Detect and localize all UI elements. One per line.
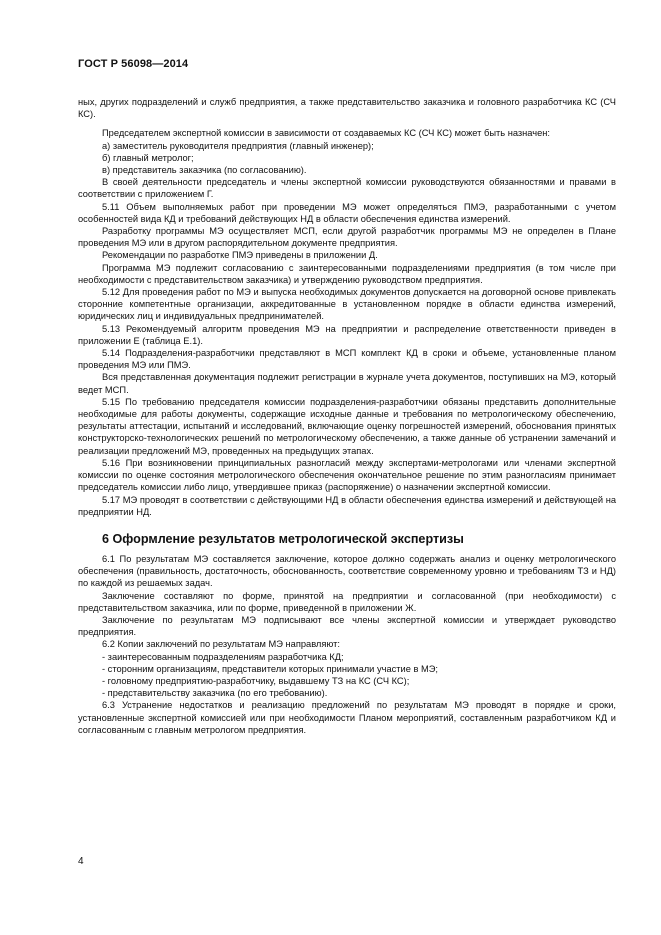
paragraph: 5.16 При возникновении принципиальных разногласий между экспертами-метрологами или членами экспертной комиссии по оценке состояния метрологического обеспечения окончательное решение по этим разногласиям принимает председатель комиссии либо лицо, утвердившее приказ (распоряжение) о назначении экспертной комиссии. bbox=[78, 457, 616, 493]
paragraph: 6.1 По результатам МЭ составляется заключение, которое должно содержать анализ и оценку метрологического обеспечения (правильность, достаточность, обоснованность, соответствие современному уровню и требованиям ТЗ и НД) по каждой из решаемых задач. bbox=[78, 553, 616, 589]
paragraph: ных, других подразделений и служб предприятия, а также представительство заказчика и головного разработчика КС (СЧ КС). bbox=[78, 97, 616, 120]
list-item: в) представитель заказчика (по согласованию). bbox=[102, 165, 307, 176]
paragraph: Заключение по результатам МЭ подписывают все члены экспертной комиссии и утверждает руководство предприятия. bbox=[78, 614, 616, 638]
paragraph: 5.15 По требованию председателя комиссии подразделения-разработчики обязаны представить дополнительные необходимые для работы документы, содержащие исходные данные и требования по метрологическому обеспечению, результаты аттестации, испытаний и исследований, включающие оценку погрешностей измерений, обоснования принятых конструкторско-технологических решений по метрологическому обеспечению, а также данные об устранении замечаний и реализации предложений МЭ, проведенных на предыдущих этапах. bbox=[78, 396, 616, 456]
paragraph: 6.3 Устранение недостатков и реализацию предложений по результатам МЭ проводят в порядке и сроки, установленные экспертной комиссией или при необходимости Планом мероприятий, составленным разработчиком КД и согласованным с главным метрологом предприятия. bbox=[78, 700, 616, 735]
paragraph: Рекомендации по разработке ПМЭ приведены в приложении Д. bbox=[102, 250, 378, 261]
paragraph: 5.12 Для проведения работ по МЭ и выпуска необходимых документов допускается на договорной основе привлекать сторонние компетентные организации, аккредитованные в установленном порядке в области единства измерений, юридических лиц и индивидуальных предпринимателей. bbox=[78, 287, 616, 322]
paragraph: 5.11 Объем выполняемых работ при проведении МЭ может определяться ПМЭ, разработанными с учетом особенностей вида КД и требований действующих НД в области обеспечения единства измерений. bbox=[78, 201, 616, 224]
paragraph: Разработку программы МЭ осуществляет МСП, если другой разработчик программы МЭ не определен в Плане проведения МЭ или в другом распорядительном документе предприятия. bbox=[78, 226, 616, 249]
list-item: б) главный метролог; bbox=[102, 152, 194, 163]
paragraph: 5.13 Рекомендуемый алгоритм проведения МЭ на предприятии и распределение ответственности приведен в приложении Е (таблица Е.1). bbox=[78, 323, 616, 346]
paragraph: Заключение составляют по форме, принятой на предприятии и согласованной (при необходимости) с представительством заказчика, или по форме, приведенной в приложении Ж. bbox=[78, 590, 616, 613]
document-header: ГОСТ Р 56098—2014 bbox=[78, 58, 189, 70]
list-item: а) заместитель руководителя предприятия (главный инженер); bbox=[102, 140, 374, 151]
paragraph: Вся представленная документация подлежит регистрации в журнале учета документов, поступивших на МЭ, который ведет МСП. bbox=[78, 372, 616, 395]
section-title: 6 Оформление результатов метрологической экспертизы bbox=[102, 531, 464, 546]
paragraph: В своей деятельности председатель и члены экспертной комиссии руководствуются обязанностями и правами в соответствии с приложением Г. bbox=[78, 177, 616, 200]
list-item: - сторонним организациям, представители которых принимали участие в МЭ; bbox=[102, 663, 438, 674]
list-item: - заинтересованным подразделениям разработчика КД; bbox=[102, 651, 344, 662]
paragraph: 5.14 Подразделения-разработчики представляют в МСП комплект КД в сроки и объеме, установленные планом проведения МЭ или ПМЭ. bbox=[78, 348, 616, 371]
paragraph: 5.17 МЭ проводят в соответствии с действующими НД в области обеспечения единства измерений и действующей на предприятии НД. bbox=[78, 494, 616, 517]
list-item: - представительству заказчика (по его требованию). bbox=[102, 688, 328, 699]
paragraph: 6.2 Копии заключений по результатам МЭ направляют: bbox=[102, 639, 340, 650]
paragraph: Председателем экспертной комиссии в зависимости от создаваемых КС (СЧ КС) может быть назначен: bbox=[102, 128, 550, 139]
list-item: - головному предприятию-разработчику, выдавшему ТЗ на КС (СЧ КС); bbox=[102, 675, 410, 686]
paragraph: Программа МЭ подлежит согласованию с заинтересованными подразделениями предприятия (в том числе при необходимости с представительством заказчика) и утверждению руководством предприятия. bbox=[78, 262, 616, 285]
document-body bbox=[78, 96, 616, 736]
page-number: 4 bbox=[78, 856, 84, 867]
